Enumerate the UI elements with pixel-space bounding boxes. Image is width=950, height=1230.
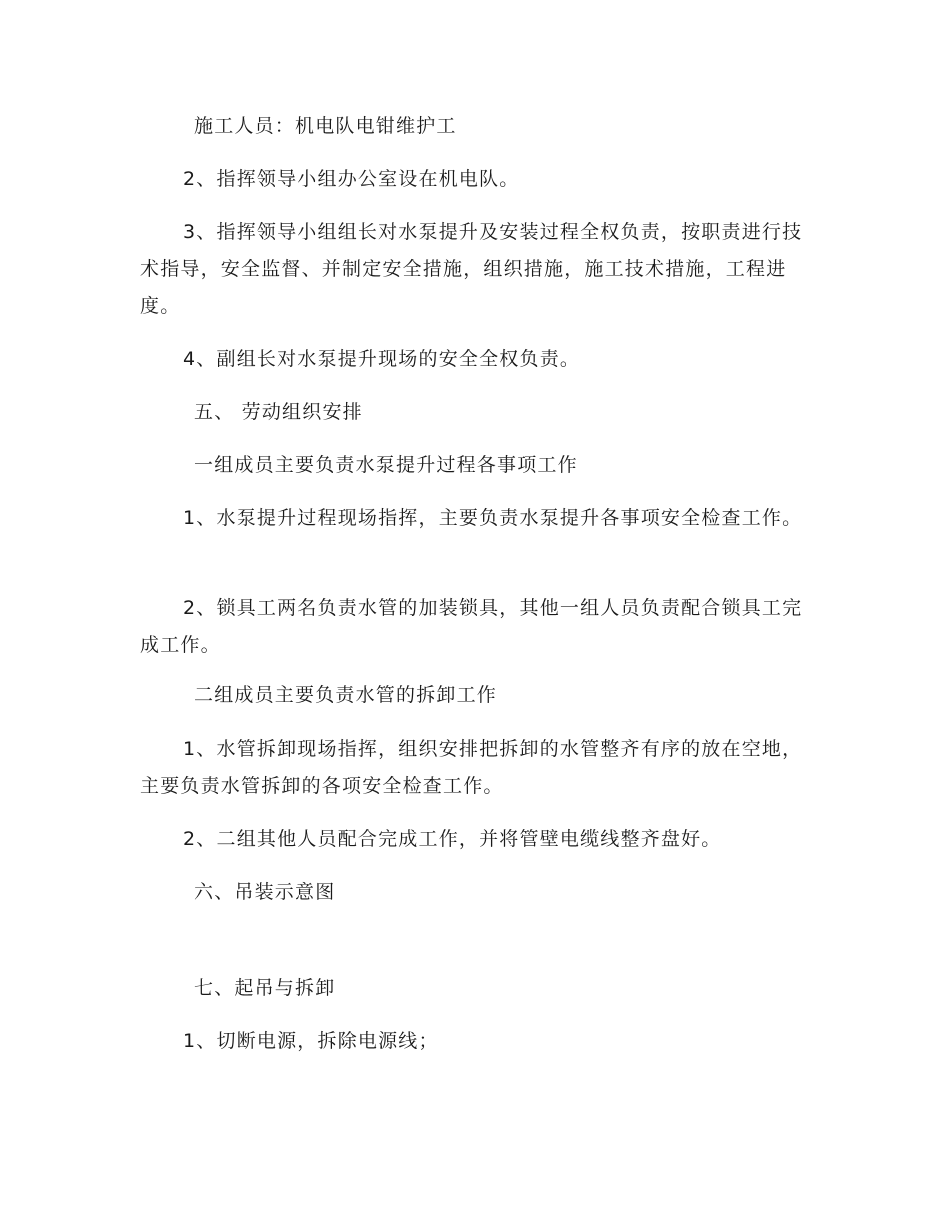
paragraph-group-two-duty: 二组成员主要负责水管的拆卸工作 bbox=[194, 684, 498, 706]
paragraph-group-one-item-1: 1、水泵提升过程现场指挥，主要负责水泵提升各事项安全检查工作。 bbox=[183, 507, 803, 529]
paragraph-group-one-item-2: 2、锁具工两名负责水管的加装锁具，其他一组人员负责配合锁具工完成工作。 bbox=[140, 597, 803, 656]
paragraph-group-two-item-2: 2、二组其他人员配合完成工作，并将管壁电缆线整齐盘好。 bbox=[183, 828, 722, 850]
paragraph-group-two-item-1: 1、水管拆卸现场指挥，组织安排把拆卸的水管整齐有序的放在空地，主要负责水管拆卸的各项安全检查工作。 bbox=[140, 738, 803, 797]
paragraph-cut-power: 1、切断电源，拆除电源线； bbox=[183, 1030, 439, 1052]
section-heading-labor-organization: 五、 劳动组织安排 bbox=[194, 401, 363, 423]
section-heading-lifting-removal: 七、起吊与拆卸 bbox=[194, 977, 336, 999]
paragraph-deputy-responsibility: 4、副组长对水泵提升现场的安全全权负责。 bbox=[183, 348, 581, 370]
paragraph-group-one-duty: 一组成员主要负责水泵提升过程各事项工作 bbox=[194, 454, 578, 476]
paragraph-office-location: 2、指挥领导小组办公室设在机电队。 bbox=[183, 168, 520, 190]
section-heading-hoisting-diagram: 六、吊装示意图 bbox=[194, 881, 336, 903]
paragraph-leader-responsibility: 3、指挥领导小组组长对水泵提升及安装过程全权负责，按职责进行技术指导，安全监督、并制定安全措施，组织措施，施工技术措施，工程进度。 bbox=[140, 221, 803, 317]
paragraph-construction-staff: 施工人员：机电队电钳维护工 bbox=[194, 115, 457, 137]
